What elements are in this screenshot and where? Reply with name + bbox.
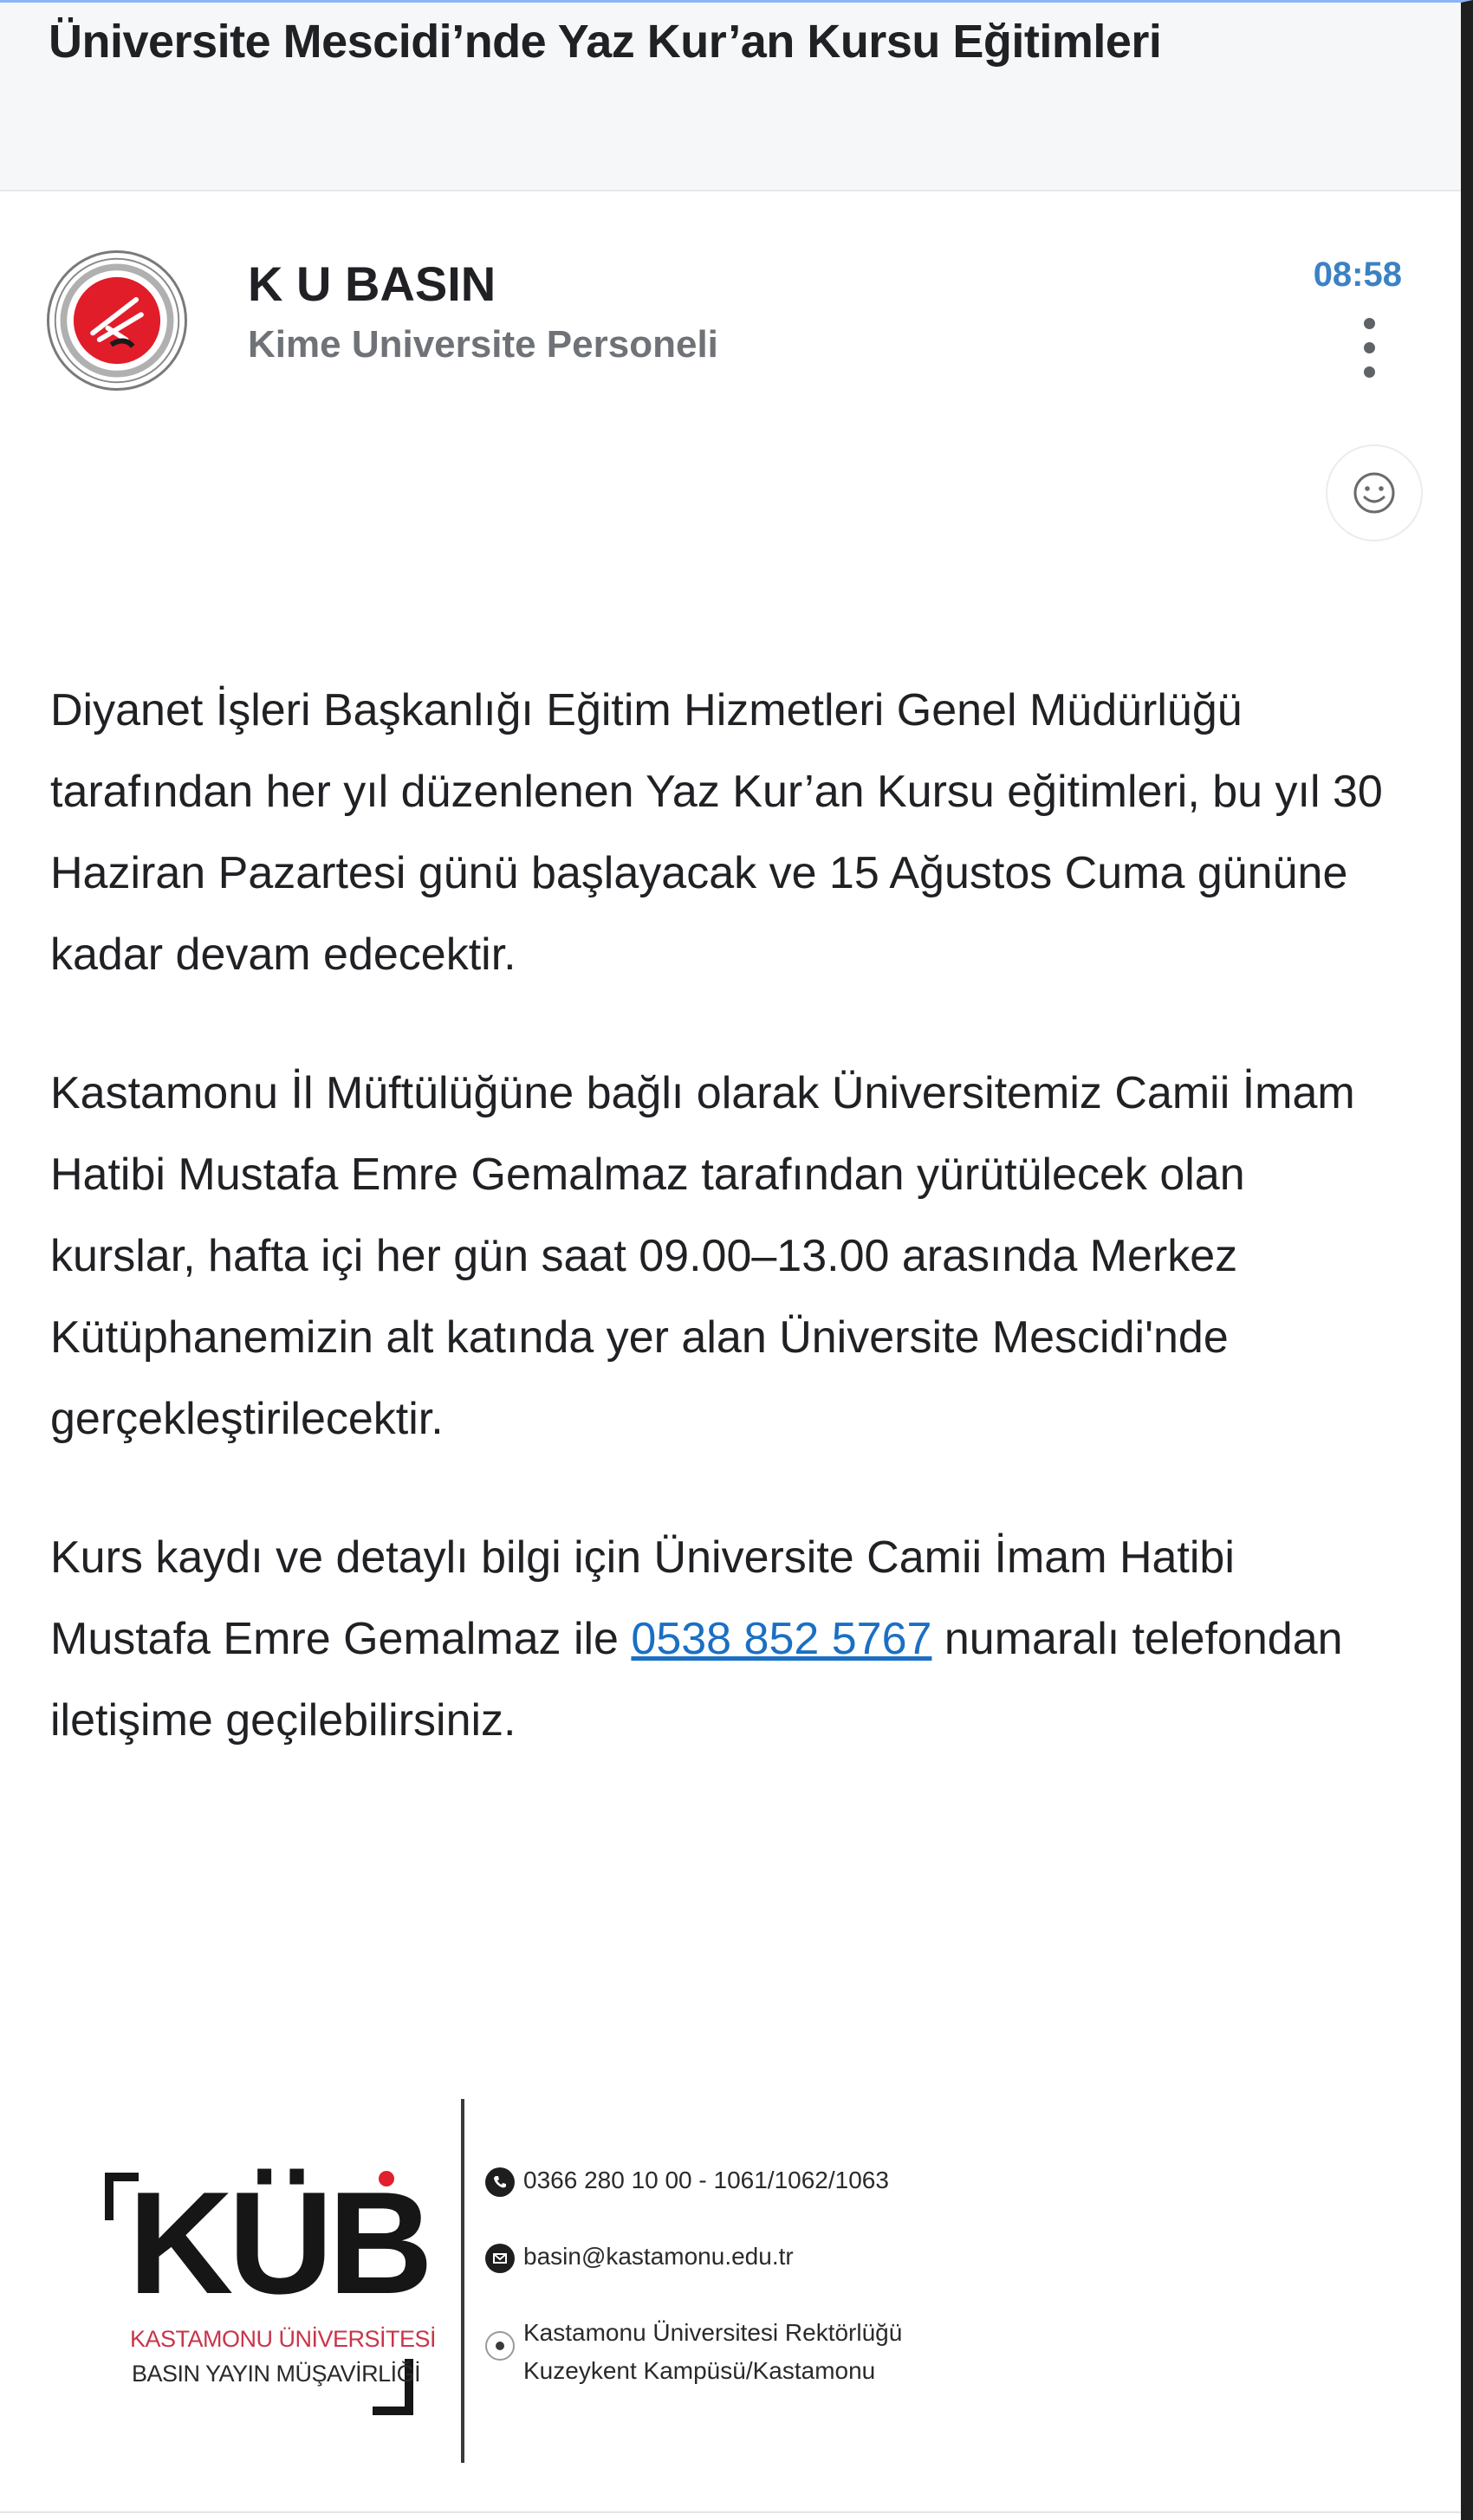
signature-divider: [461, 2099, 464, 2463]
mail-icon: [485, 2244, 515, 2273]
signature-address-2: Kuzeykent Kampüsü/Kastamonu: [523, 2357, 876, 2384]
location-icon: [485, 2331, 515, 2361]
phone-link[interactable]: 0538 852 5767: [631, 1614, 932, 1664]
bottom-divider: [0, 2511, 1461, 2513]
phone-icon: [485, 2167, 515, 2197]
logo-line-1: KASTAMONU ÜNİVERSİTESİ: [130, 2326, 437, 2352]
subject-bar: [0, 3, 1461, 191]
signature-address-1: Kastamonu Üniversitesi Rektörlüğü: [523, 2319, 903, 2346]
email-signature: [104, 2099, 1040, 2463]
body-paragraph-1: Diyanet İşleri Başkanlığı Eğitim Hizmetleri Genel Müdürlüğü tarafından her yıl düzenlenen Yaz Kur’an Kursu eğitimleri, bu yıl 30 Haziran Pazartesi günü başlayacak ve 15 Ağustos Cuma gününe kadar devam edecektir.: [50, 685, 1383, 980]
body-paragraph-3-end: numaralı telefondan iletişime geçilebilirsiniz.: [50, 1614, 1343, 1746]
add-reaction-button[interactable]: [1326, 444, 1423, 541]
logo-line-2: BASIN YAYIN MÜŞAVİRLİĞİ: [132, 2361, 421, 2387]
recipient-line: Kime Universite Personeli: [248, 323, 718, 366]
signature-email[interactable]: basin@kastamonu.edu.tr: [523, 2243, 794, 2270]
email-subject: Üniversite Mescidi’nde Yaz Kur’an Kursu Eğitimleri: [49, 16, 1162, 68]
body-paragraph-2: Kastamonu İl Müftülüğüne bağlı olarak Üniversitemiz Camii İmam Hatibi Mustafa Emre Gemalmaz tarafından yürütülecek olan kurslar, hafta içi her gün saat 09.00–13.00 arasında Merkez Kütüphanemizin alt katında yer alan Üniversite Mescidi'nde gerçekleştirilecektir.: [50, 1068, 1355, 1444]
smiley-icon: [1352, 470, 1397, 515]
email-body: [50, 670, 1402, 1818]
signature-address-row: [485, 2314, 902, 2390]
signature-email-row: [485, 2243, 794, 2273]
body-paragraph-3: [50, 1517, 1402, 1761]
more-vert-icon-dot: [1364, 366, 1375, 378]
logo-letters: KÜB: [128, 2161, 428, 2324]
body-paragraph-3-start: Kurs kaydı ve detaylı bilgi için Üniversite Camii İmam Hatibi Mustafa Emre Gemalmaz ile: [50, 1532, 1235, 1664]
sender-name[interactable]: K U BASIN: [248, 256, 496, 311]
more-options-button[interactable]: [1352, 313, 1386, 382]
more-vert-icon-dot: [1364, 342, 1375, 353]
signature-phone-row: [485, 2167, 889, 2197]
signature-phone[interactable]: 0366 280 10 00 - 1061/1062/1063: [523, 2167, 889, 2193]
more-vert-icon: [1364, 318, 1375, 329]
email-time: 08:58: [1313, 256, 1402, 294]
sender-avatar[interactable]: [47, 250, 187, 391]
kub-logo: [104, 2160, 437, 2420]
